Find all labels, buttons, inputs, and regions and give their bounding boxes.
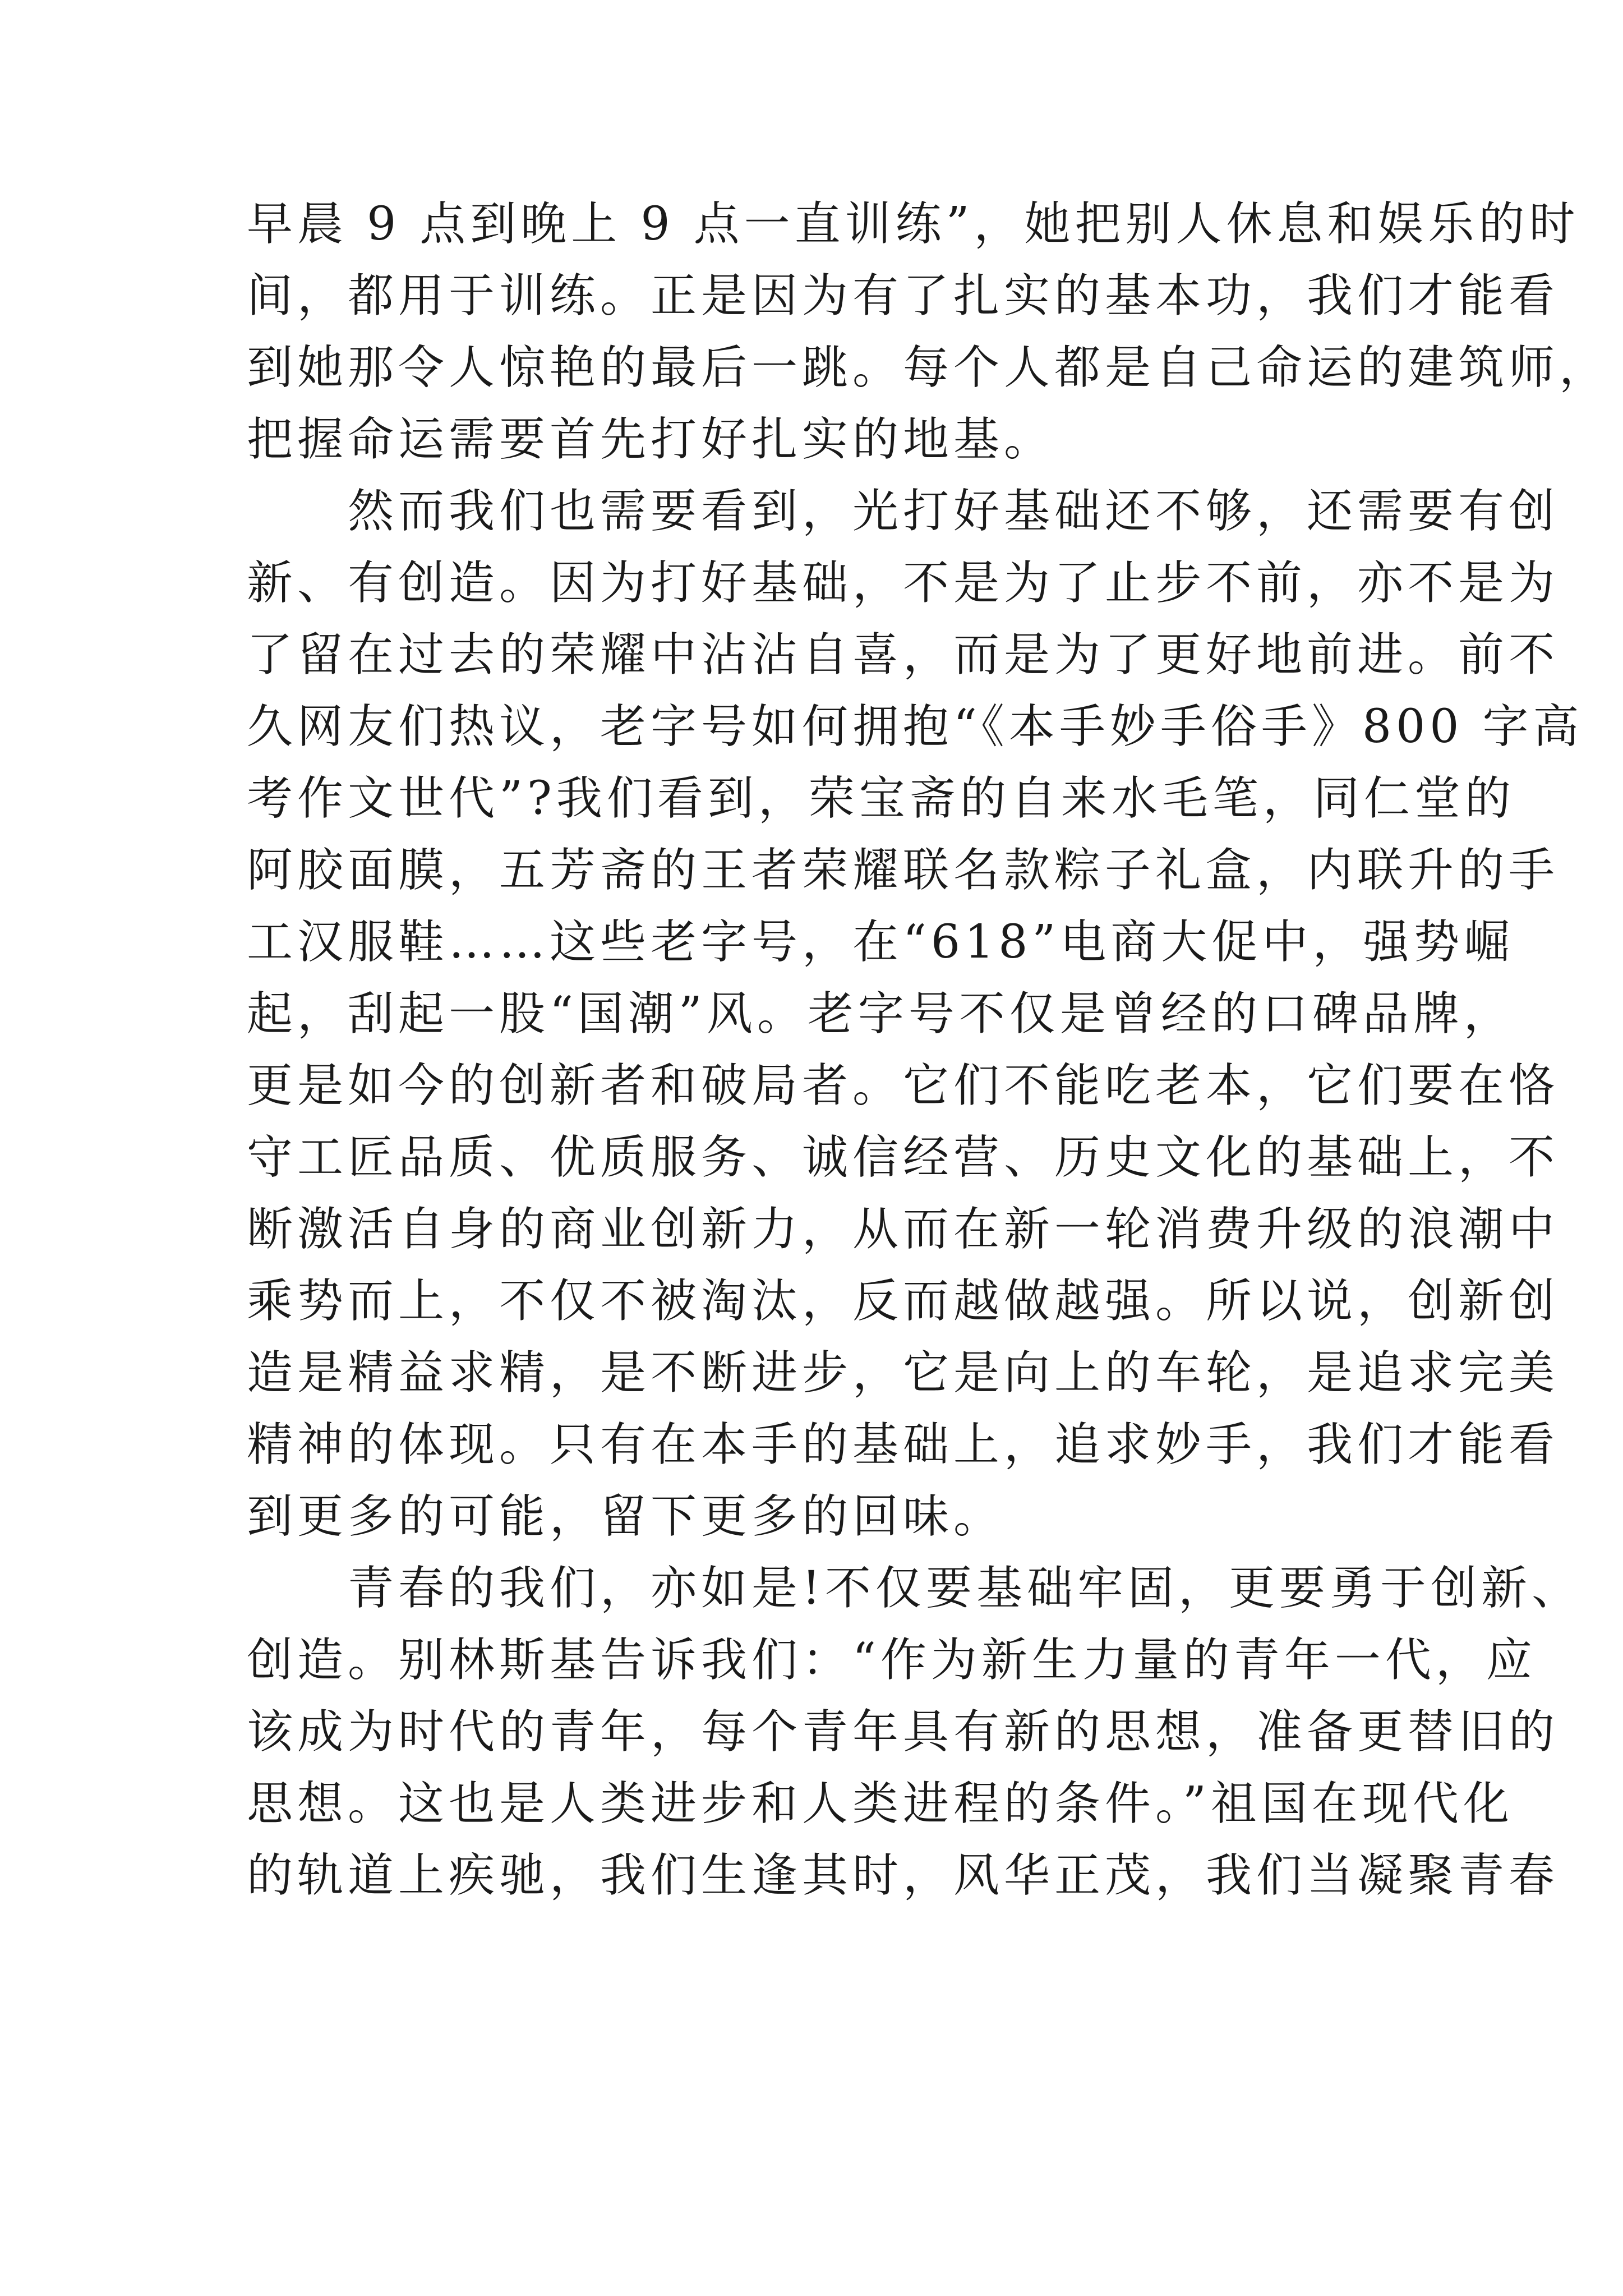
text-line: 更是如今的创新者和破局者。它们不能吃老本，它们要在恪 [247, 1059, 1560, 1112]
text-line: 阿胶面膜，五芳斋的王者荣耀联名款粽子礼盒，内联升的手 [247, 844, 1560, 897]
text-line: 的轨道上疾驰，我们生逢其时，风华正茂，我们当凝聚青春 [247, 1849, 1560, 1902]
text-line: 到更多的可能，留下更多的回味。 [247, 1490, 1004, 1543]
text-line: 精神的体现。只有在本手的基础上，追求妙手，我们才能看 [247, 1418, 1560, 1471]
document-body [247, 188, 1610, 1912]
text-line: 青春的我们，亦如是!不仅要基础牢固，更要勇于创新、 [348, 1562, 1582, 1615]
text-line: 早晨 9 点到晚上 9 点一直训练”，她把别人休息和娱乐的时 [247, 197, 1580, 251]
text-line: 到她那令人惊艳的最后一跳。每个人都是自己命运的建筑师， [247, 341, 1610, 394]
text-line: 创造。别林斯基告诉我们：“作为新生力量的青年一代，应 [247, 1634, 1537, 1687]
text-line: 断激活自身的商业创新力，从而在新一轮消费升级的浪潮中 [247, 1203, 1560, 1256]
text-line: 起，刮起一股“国潮”风。老字号不仅是曾经的口碑品牌， [247, 987, 1514, 1041]
text-line: 久网友们热议，老字号如何拥抱“《本手妙手俗手》800 字高 [247, 700, 1584, 753]
text-line: 间，都用于训练。正是因为有了扎实的基本功，我们才能看 [247, 269, 1560, 323]
text-line: 乘势而上，不仅不被淘汰，反而越做越强。所以说，创新创 [247, 1274, 1560, 1328]
text-line: 工汉服鞋……这些老字号，在“618”电商大促中，强势崛 [247, 915, 1515, 969]
text-line: 然而我们也需要看到，光打好基础还不够，还需要有创 [348, 485, 1560, 538]
paragraph-1 [247, 188, 1610, 476]
text-line: 该成为时代的青年，每个青年具有新的思想，准备更替旧的 [247, 1705, 1560, 1759]
text-line: 了留在过去的荣耀中沾沾自喜，而是为了更好地前进。前不 [247, 628, 1560, 682]
text-line: 新、有创造。因为打好基础，不是为了止步不前，亦不是为 [247, 556, 1560, 610]
paragraph-3 [247, 1553, 1582, 1912]
text-line: 守工匠品质、优质服务、诚信经营、历史文化的基础上，不 [247, 1131, 1560, 1184]
paragraph-2 [247, 476, 1584, 1553]
text-line: 把握命运需要首先打好扎实的地基。 [247, 413, 1055, 466]
text-line: 造是精益求精，是不断进步，它是向上的车轮，是追求完美 [247, 1346, 1560, 1400]
text-line: 思想。这也是人类进步和人类进程的条件。”祖国在现代化 [247, 1777, 1514, 1830]
text-line: 考作文世代”?我们看到，荣宝斋的自来水毛笔，同仁堂的 [247, 772, 1515, 825]
